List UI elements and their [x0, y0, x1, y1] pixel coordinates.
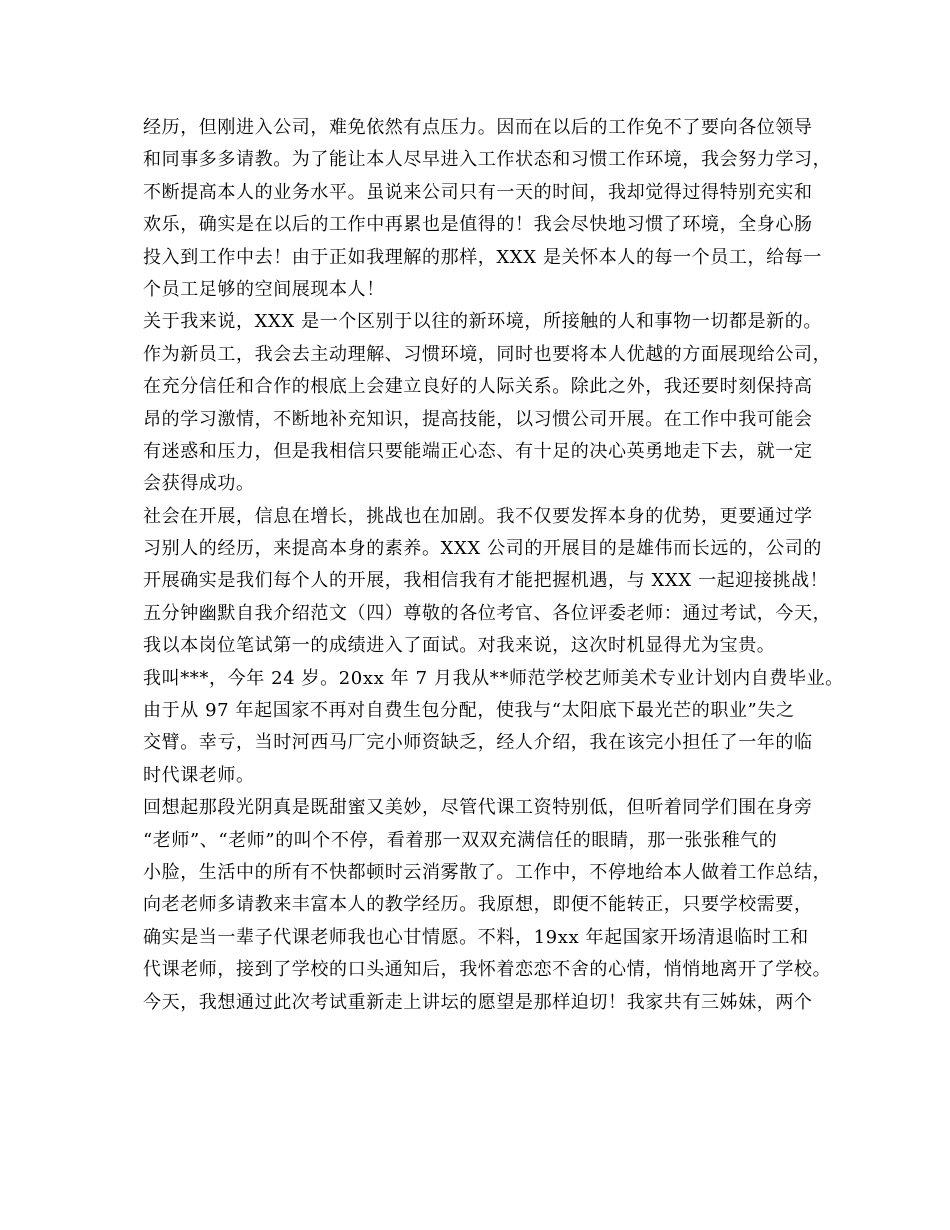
text-line: 习别人的经历，来提高本身的素养。XXX 公司的开展目的是雄伟而长远的，公司的	[143, 538, 822, 560]
text-line: 有迷惑和压力，但是我相信只要能端正心态、有十足的决心英勇地走下去，就一定	[143, 440, 813, 462]
text-line: 欢乐，确实是在以后的工作中再累也是值得的！我会尽快地习惯了环境，全身心肠	[143, 214, 813, 236]
text-line: 由于从 97 年起国家不再对自费生包分配，使我与“太阳底下最光芒的职业”失之	[143, 700, 795, 722]
text-line: 小脸，生活中的所有不快都顿时云消雾散了。工作中，不停地给本人做着工作总结，	[143, 861, 832, 883]
text-line: “老师”、“老师”的叫个不停，看着那一双双充满信任的眼睛，那一张张稚气的	[143, 829, 778, 851]
text-line: 不断提高本人的业务水平。虽说来公司只有一天的时间，我却觉得过得特别充实和	[143, 181, 813, 203]
text-line: 关于我来说，XXX 是一个区别于以往的新环境，所接触的人和事物一切都是新的。	[143, 311, 822, 333]
text-line: 交臂。幸亏，当时河西马厂完小师资缺乏，经人介绍，我在该完小担任了一年的临	[143, 732, 813, 754]
text-line: 和同事多多请教。为了能让本人尽早进入工作状态和习惯工作环境，我会努力学习，	[143, 149, 832, 171]
body-text	[143, 112, 844, 1019]
text-line: 今天，我想通过此次考试重新走上讲坛的愿望是那样迫切！我家共有三姊妹，两个	[143, 991, 813, 1013]
text-line: 我叫***，今年 24 岁。20xx 年 7 月我从**师范学校艺师美术专业计划内自费毕业。	[143, 667, 844, 689]
text-line: 作为新员工，我会去主动理解、习惯环境，同时也要将本人优越的方面展现给公司，	[143, 343, 832, 365]
text-line: 投入到工作中去！由于正如我理解的那样，XXX 是关怀本人的每一个员工，给每一	[143, 246, 822, 268]
text-line: 开展确实是我们每个人的开展，我相信我有才能把握机遇，与 XXX 一起迎接挑战！	[143, 570, 829, 592]
text-line: 社会在开展，信息在增长，挑战也在加剧。我不仅要发挥本身的优势，更要通过学	[143, 505, 813, 527]
text-line: 个员工足够的空间展现本人！	[143, 278, 385, 300]
text-line: 我以本岗位笔试第一的成绩进入了面试。对我来说，这次时机显得尤为宝贵。	[143, 635, 776, 657]
text-line: 回想起那段光阴真是既甜蜜又美妙，尽管代课工资特别低，但听着同学们围在身旁	[143, 797, 813, 819]
text-line: 时代课老师。	[143, 764, 255, 786]
text-line: 代课老师，接到了学校的口头通知后，我怀着恋恋不舍的心情，悄悄地离开了学校。	[143, 959, 832, 981]
text-line: 五分钟幽默自我介绍范文（四）尊敬的各位考官、各位评委老师：通过考试，今天，	[143, 602, 832, 624]
text-line: 确实是当一辈子代课老师我也心甘情愿。不料，19xx 年起国家开场清退临时工和	[143, 926, 809, 948]
text-line: 向老老师多请教来丰富本人的教学经历。我原想，即便不能转正，只要学校需要，	[143, 894, 813, 916]
text-line: 经历，但刚进入公司，难免依然有点压力。因而在以后的工作免不了要向各位领导	[143, 117, 813, 138]
text-line: 昂的学习激情，不断地补充知识，提高技能，以习惯公司开展。在工作中我可能会	[143, 408, 813, 430]
text-line: 会获得成功。	[143, 473, 255, 495]
text-line: 在充分信任和合作的根底上会建立良好的人际关系。除此之外，我还要时刻保持高	[143, 376, 813, 398]
